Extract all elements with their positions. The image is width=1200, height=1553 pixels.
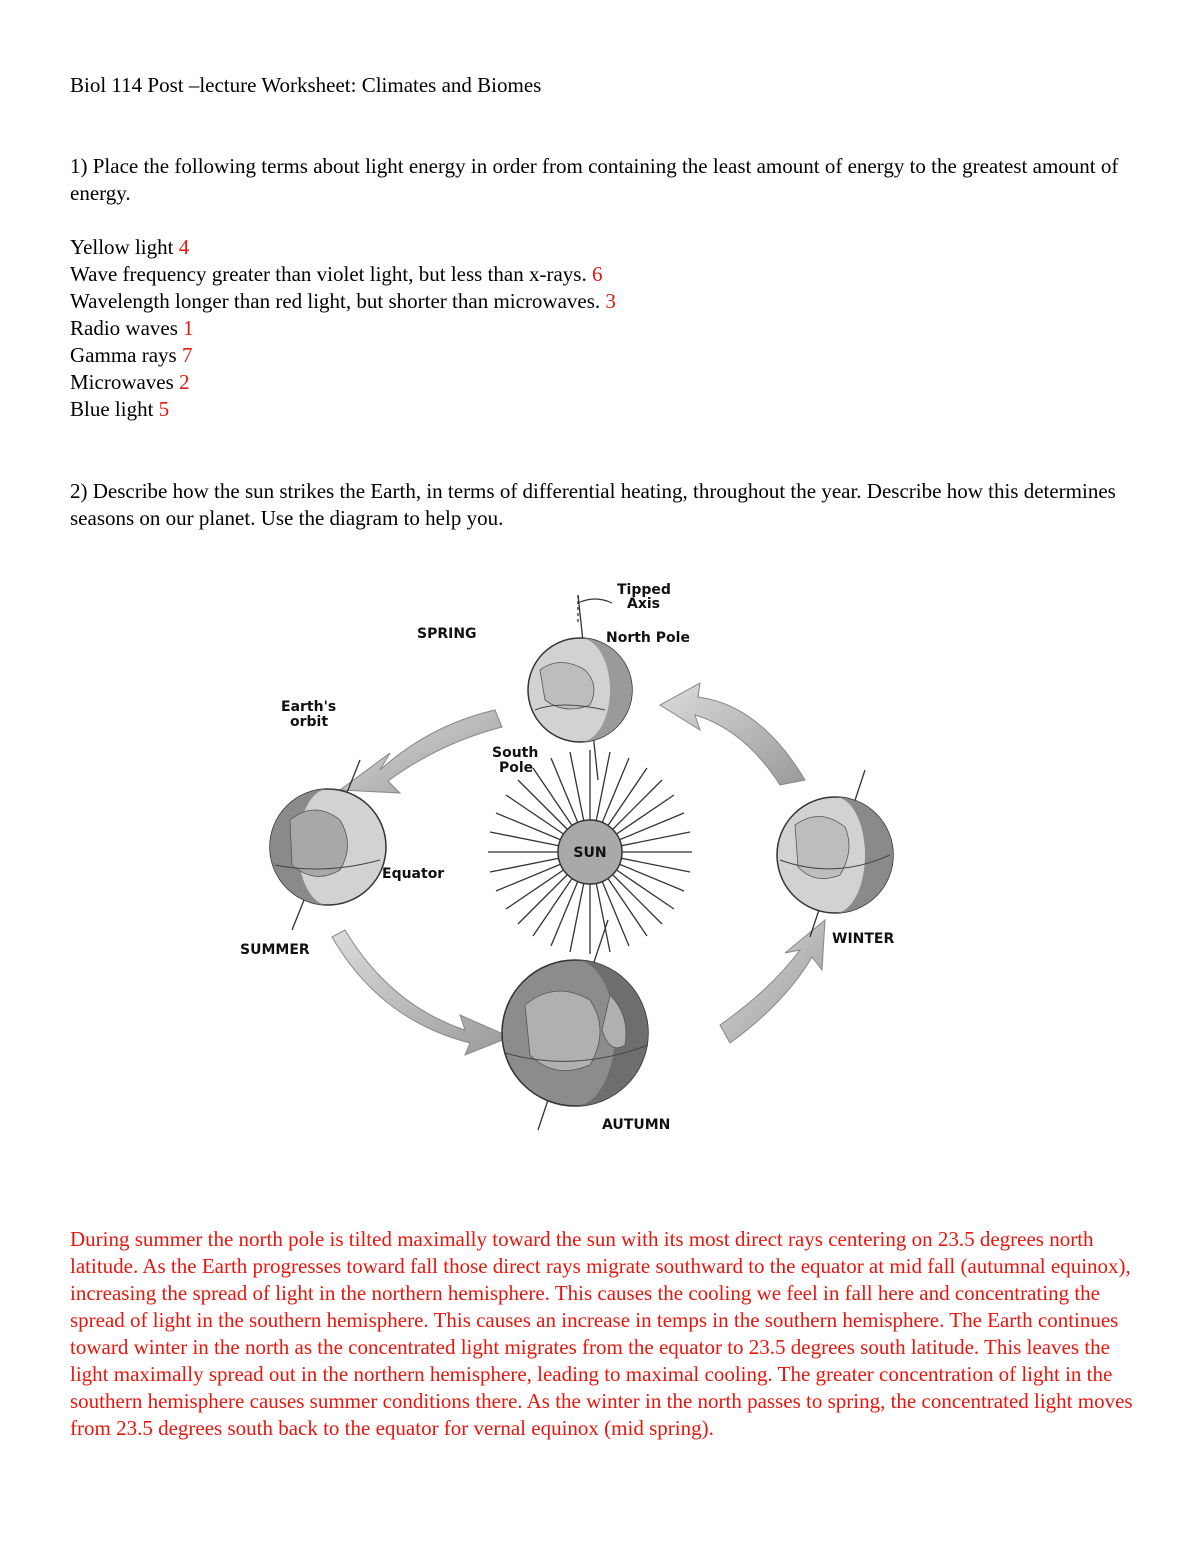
tipped-axis-label-line1: Tipped — [617, 582, 671, 598]
south-pole-label-line2: Pole — [499, 760, 534, 776]
answer-number: 2 — [179, 370, 190, 394]
term-text: Blue light — [70, 397, 154, 421]
earths-orbit-label-line1: Earth's — [281, 699, 337, 715]
list-item — [70, 288, 616, 315]
tipped-axis-label-line2: Axis — [627, 596, 660, 612]
earths-orbit-label-line2: orbit — [290, 714, 329, 730]
orbit-arrow-autumn-to-winter — [720, 920, 825, 1043]
list-item — [70, 342, 616, 369]
earth-autumn — [502, 920, 648, 1130]
orbit-arrow-winter-to-spring — [660, 683, 805, 785]
seasons-diagram — [230, 575, 950, 1145]
north-pole-label: North Pole — [606, 630, 690, 646]
autumn-label: AUTUMN — [602, 1117, 671, 1133]
term-text: Radio waves — [70, 316, 178, 340]
winter-label: WINTER — [832, 931, 895, 947]
term-text: Yellow light — [70, 235, 174, 259]
answer-number: 1 — [183, 316, 194, 340]
orbit-arrow-summer-to-autumn — [332, 930, 510, 1055]
answer-number: 3 — [605, 289, 616, 313]
list-item — [70, 261, 616, 288]
spring-label: SPRING — [417, 626, 477, 642]
equator-label: Equator — [382, 866, 445, 882]
list-item — [70, 369, 616, 396]
term-text: Microwaves — [70, 370, 174, 394]
answer-number: 6 — [591, 262, 603, 286]
answer-number: 7 — [181, 343, 193, 367]
question-2-answer: During summer the north pole is tilted maximally toward the sun with its most direct rays centering on 23.5 degrees north latitude. As the Earth progresses toward fall those direct rays migrate southward to the equator at mid fall (autumnal equinox), increasing the spread of light in the northern hemisphere. This causes the cooling we feel in fall here and concentrating the spread of light in the southern hemisphere. This causes an increase in temps in the southern hemisphere. The Earth continues toward winter in the north as the concentrated light migrates from the equator to 23.5 degrees south latitude. This leaves the light maximally spread out in the northern hemisphere, leading to maximal cooling. The greater concentration of light in the southern hemisphere causes summer conditions there. As the winter in the north passes to spring, the concentrated light moves from 23.5 degrees south back to the equator for vernal equinox (mid spring). — [70, 1227, 1133, 1440]
list-item — [70, 315, 616, 342]
earth-spring — [528, 595, 632, 780]
list-item — [70, 234, 616, 261]
energy-terms-list — [70, 234, 616, 423]
term-text: Gamma rays — [70, 343, 177, 367]
term-text: Wave frequency greater than violet light, but less than x-rays. — [70, 262, 587, 286]
question-1-prompt: 1) Place the following terms about light energy in order from containing the least amount of energy to the greatest amount of energy. — [70, 154, 1119, 205]
summer-label: SUMMER — [240, 942, 310, 958]
answer-number: 4 — [178, 235, 190, 259]
orbit-arrow-spring-to-summer — [340, 710, 502, 793]
south-pole-label-line1: South — [492, 745, 539, 761]
page-title: Biol 114 Post –lecture Worksheet: Climates and Biomes — [70, 73, 542, 97]
list-item — [70, 396, 616, 423]
question-2-prompt: 2) Describe how the sun strikes the Earth, in terms of differential heating, throughout the year. Describe how this determines seasons on our planet. Use the diagram to help you. — [70, 479, 1116, 530]
sun-label: SUN — [573, 845, 607, 861]
earth-winter — [777, 770, 893, 937]
term-text: Wavelength longer than red light, but shorter than microwaves. — [70, 289, 601, 313]
answer-number: 5 — [158, 397, 170, 421]
